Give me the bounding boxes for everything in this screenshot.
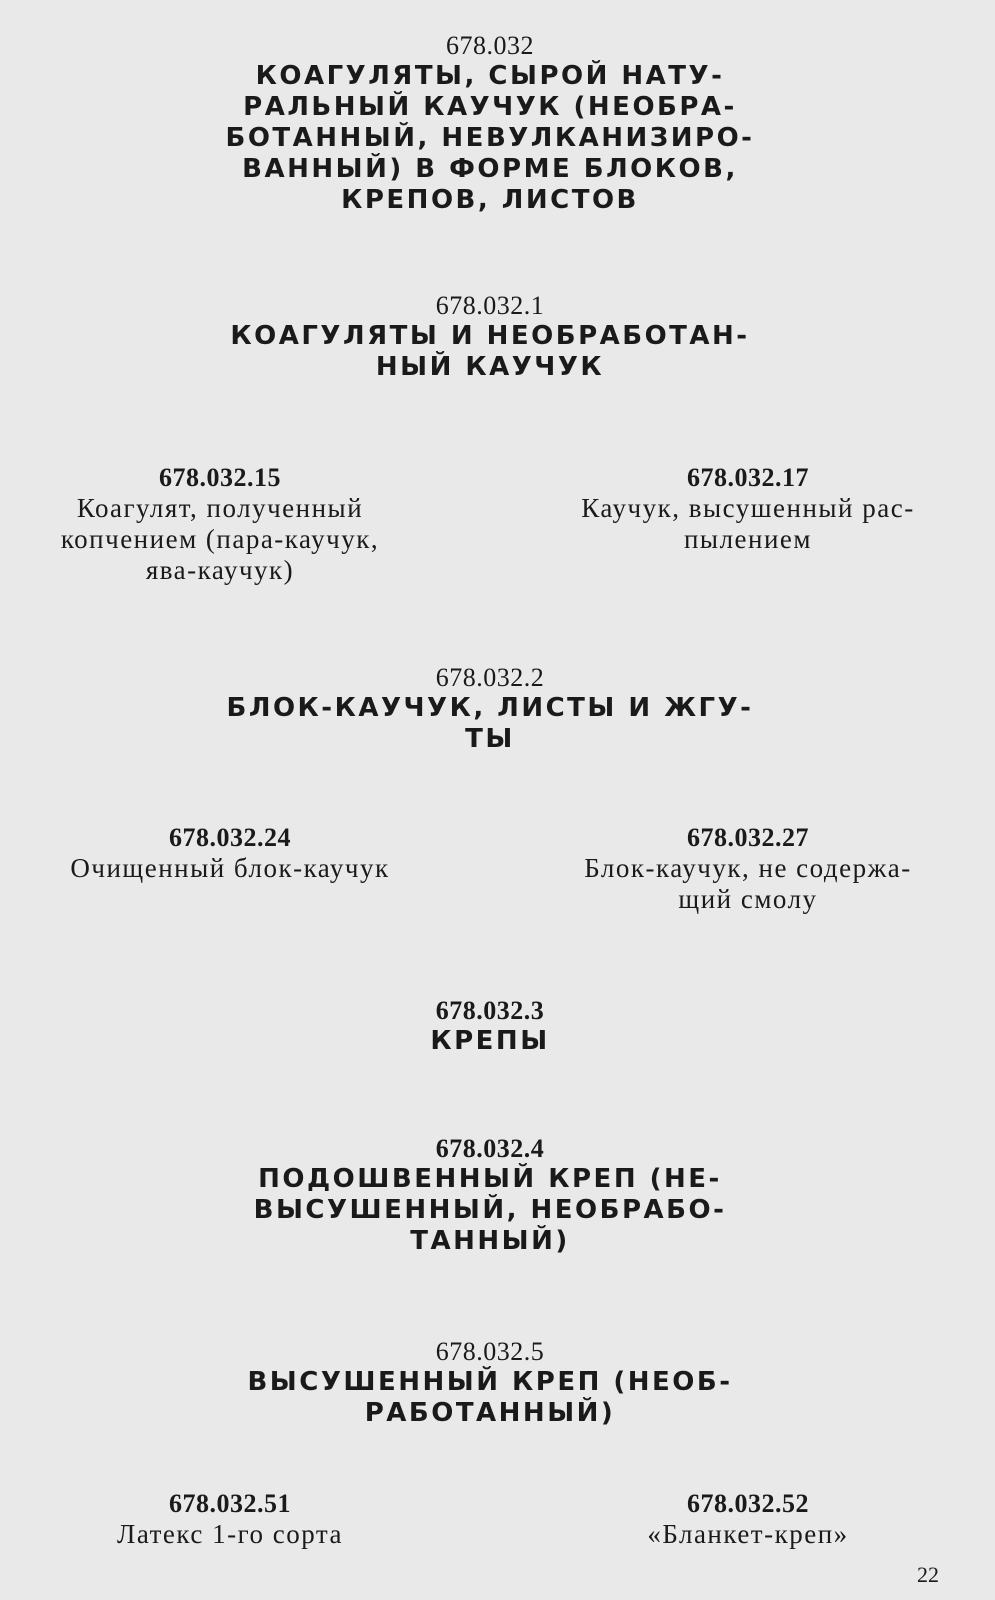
section-678-032-2 — [200, 662, 780, 755]
section-title: ВЫСУШЕННЫЙ КРЕП (НЕОБ- РАБОТАННЫЙ) — [247, 1367, 733, 1428]
entry-code: 678.032.27 — [687, 823, 809, 852]
section-code: 678.032.3 — [435, 996, 545, 1025]
section-678-032 — [200, 30, 780, 216]
entry-678-032-52 — [548, 1488, 948, 1550]
section-title: БЛОК-КАУЧУК, ЛИСТЫ И ЖГУ- ТЫ — [226, 693, 754, 754]
entry-678-032-17 — [548, 462, 948, 555]
section-code: 678.032.4 — [435, 1134, 545, 1163]
entry-678-032-51 — [20, 1488, 440, 1550]
entry-code: 678.032.24 — [169, 823, 291, 852]
section-title: КОАГУЛЯТЫ И НЕОБРАБОТАН- НЫЙ КАУЧУК — [230, 321, 750, 382]
section-code: 678.032.1 — [435, 291, 545, 320]
section-678-032-3 — [300, 995, 680, 1057]
entry-code: 678.032.51 — [169, 1489, 291, 1518]
entry-678-032-27 — [548, 822, 948, 915]
page-number: 22 — [917, 1562, 939, 1587]
section-678-032-1 — [200, 290, 780, 383]
section-code: 678.032.2 — [435, 663, 545, 692]
entry-code: 678.032.52 — [687, 1489, 809, 1518]
section-title: ПОДОШВЕННЫЙ КРЕП (НЕ- ВЫСУШЕННЫЙ, НЕОБРАБО- ТАННЫЙ) — [253, 1164, 727, 1256]
section-code: 678.032 — [446, 31, 534, 60]
entry-code: 678.032.17 — [687, 463, 809, 492]
entry-678-032-15 — [10, 462, 430, 586]
section-678-032-4 — [200, 1133, 780, 1257]
section-code: 678.032.5 — [435, 1337, 545, 1366]
entry-description: Очищенный блок-каучук — [70, 853, 390, 883]
entry-code: 678.032.15 — [159, 463, 281, 492]
entry-description: Каучук, высушенный рас- пылением — [581, 493, 915, 554]
entry-description: «Бланкет-креп» — [647, 1519, 849, 1549]
entry-678-032-24 — [20, 822, 440, 884]
entry-description: Коагулят, полученный копчением (пара-каучук, ява-каучук) — [60, 493, 380, 585]
section-title: КРЕПЫ — [430, 1026, 550, 1056]
section-678-032-5 — [200, 1336, 780, 1429]
entry-description: Блок-каучук, не содержа- щий смолу — [584, 853, 912, 914]
entry-description: Латекс 1-го сорта — [117, 1519, 343, 1549]
section-title: КОАГУЛЯТЫ, СЫРОЙ НАТУ- РАЛЬНЫЙ КАУЧУК (НЕОБРА- БОТАННЫЙ, НЕВУЛКАНИЗИРО- ВАННЫЙ) В ФОРМЕ БЛОКОВ, КРЕПОВ, ЛИСТОВ — [225, 61, 755, 215]
